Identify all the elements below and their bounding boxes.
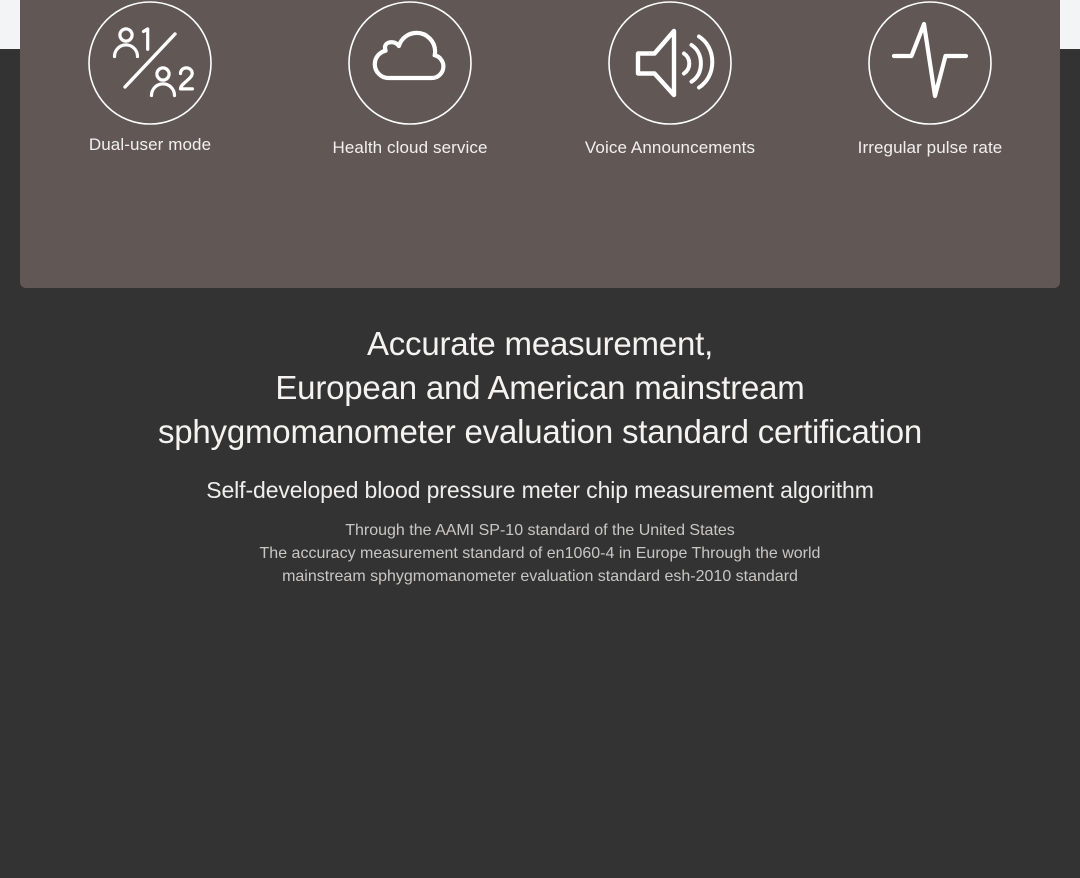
marketing-copy-block: [0, 322, 1080, 588]
feature-item-health-cloud[interactable]: [280, 0, 540, 158]
pulse-wave-icon: [867, 0, 993, 126]
feature-list: [20, 0, 1060, 158]
body-line-2: The accuracy measurement standard of en1060-4 in Europe Through the world: [259, 545, 821, 562]
feature-item-voice-announcements[interactable]: [540, 0, 800, 158]
feature-item-irregular-pulse[interactable]: [800, 0, 1060, 158]
feature-label: Health cloud service: [332, 138, 488, 157]
page-title: [0, 322, 1080, 454]
feature-label: Irregular pulse rate: [857, 138, 1003, 157]
headline-line-3: sphygmomanometer evaluation standard certification: [157, 413, 923, 450]
page-subtitle: Self-developed blood pressure meter chip measurement algorithm: [206, 477, 874, 503]
certification-description: [0, 519, 1080, 588]
body-line-3: mainstream sphygmomanometer evaluation standard esh-2010 standard: [282, 568, 798, 585]
feature-item-dual-user[interactable]: [20, 0, 280, 158]
feature-label: Voice Announcements: [584, 138, 756, 157]
speaker-volume-icon: [607, 0, 733, 126]
body-line-1: Through the AAMI SP-10 standard of the United States: [345, 522, 735, 539]
dual-user-icon: [87, 0, 213, 126]
headline-line-2: European and American mainstream: [275, 369, 805, 406]
headline-line-1: Accurate measurement,: [366, 325, 714, 362]
feature-label: Dual-user mode: [88, 135, 212, 154]
cloud-icon: [347, 0, 473, 126]
feature-card: [20, 0, 1060, 288]
